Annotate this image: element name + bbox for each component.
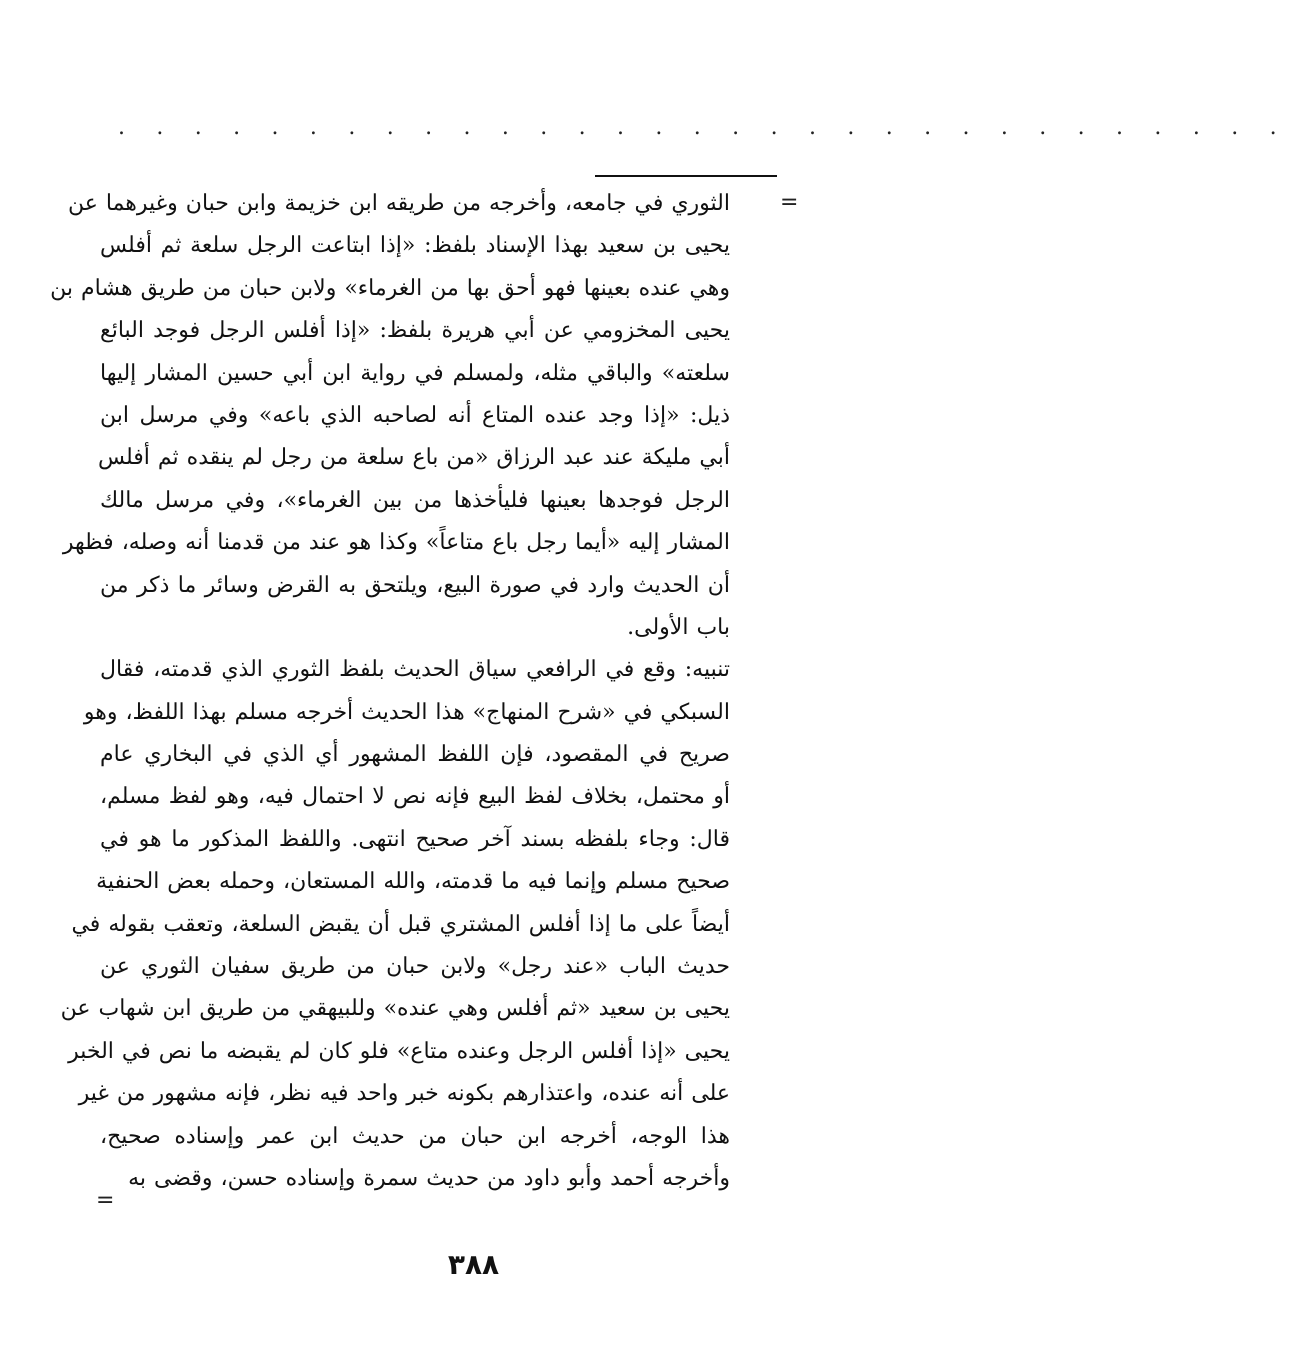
page-number: ٣٨٨ bbox=[447, 1248, 500, 1281]
text-line: هذا الوجه، أخرجه ابن حبان من حديث ابن عمر وإسناده صحيح، bbox=[100, 1123, 730, 1149]
text-line: على أنه عنده، واعتذارهم بكونه خبر واحد فيه نظر، فإنه مشهور من غير bbox=[78, 1081, 730, 1107]
text-line: صحيح مسلم وإنما فيه ما قدمته، والله المستعان، وحمله بعض الحنفية bbox=[96, 869, 730, 895]
text-line: ذيل: «إذا وجد عنده المتاع أنه لصاحبه الذي باعه» وفي مرسل ابن bbox=[100, 402, 730, 428]
text-line: صريح في المقصود، فإن اللفظ المشهور أي الذي في البخاري عام bbox=[100, 742, 730, 768]
text-line: وأخرجه أحمد وأبو داود من حديث سمرة وإسناده حسن، وقضى به bbox=[128, 1165, 730, 1191]
text-line: يحيى المخزومي عن أبي هريرة بلفظ: «إذا أفلس الرجل فوجد البائع bbox=[100, 318, 730, 344]
text-line: باب الأولى. bbox=[627, 614, 730, 640]
text-line: الثوري في جامعه، وأخرجه من طريقه ابن خزيمة وابن حبان وغيرهما عن bbox=[68, 191, 730, 216]
text-line: سلعته» والباقي مثله، ولمسلم في رواية ابن أبي حسين المشار إليها bbox=[100, 360, 730, 386]
text-line: أبي مليكة عند عبد الرزاق «من باع سلعة من رجل لم ينقده ثم أفلس bbox=[97, 445, 730, 471]
text-line: يحيى «إذا أفلس الرجل وعنده متاع» فلو كان لم يقبضه ما نص في الخبر bbox=[68, 1038, 730, 1064]
dotted-separator: . . . . . . . . . . . . . . . . . . . . . . . . . . . . . . . bbox=[118, 115, 1289, 140]
text-line: حديث الباب «عند رجل» ولابن حبان من طريق سفيان الثوري عن bbox=[100, 954, 730, 980]
text-line: يحيى بن سعيد «ثم أفلس وهي عنده» وللبيهقي من طريق ابن شهاب عن bbox=[60, 996, 730, 1022]
text-line: وهي عنده بعينها فهو أحق بها من الغرماء» ولابن حبان من طريق هشام بن bbox=[50, 275, 730, 301]
continuation-mark-bottom: = bbox=[96, 1188, 115, 1213]
text-line: أيضاً على ما إذا أفلس المشتري قبل أن يقبض السلعة، وتعقب بقوله في bbox=[71, 911, 730, 937]
text-line: أو محتمل، بخلاف لفظ البيع فإنه نص لا احتمال فيه، وهو لفظ مسلم، bbox=[100, 784, 730, 810]
footnote-text bbox=[50, 183, 730, 1200]
text-line: يحيى بن سعيد بهذا الإسناد بلفظ: «إذا ابتاعت الرجل سلعة ثم أفلس bbox=[100, 233, 730, 259]
text-line: المشار إليه «أيما رجل باع متاعاً» وكذا هو عند من قدمنا أنه وصله، فظهر bbox=[62, 530, 730, 556]
footnote-rule bbox=[595, 175, 777, 177]
text-line: قال: وجاء بلفظه بسند آخر صحيح انتهى. واللفظ المذكور ما هو في bbox=[100, 826, 730, 852]
text-line: تنبيه: وقع في الرافعي سياق الحديث بلفظ الثوري الذي قدمته، فقال bbox=[100, 657, 730, 683]
text-line: الرجل فوجدها بعينها فليأخذها من بين الغرماء»، وفي مرسل مالك bbox=[100, 487, 730, 513]
continuation-mark-top: = bbox=[780, 190, 799, 215]
text-line: السبكي في «شرح المنهاج» هذا الحديث أخرجه مسلم بهذا اللفظ، وهو bbox=[83, 699, 730, 725]
text-line: أن الحديث وارد في صورة البيع، ويلتحق به القرض وسائر ما ذكر من bbox=[100, 572, 730, 598]
